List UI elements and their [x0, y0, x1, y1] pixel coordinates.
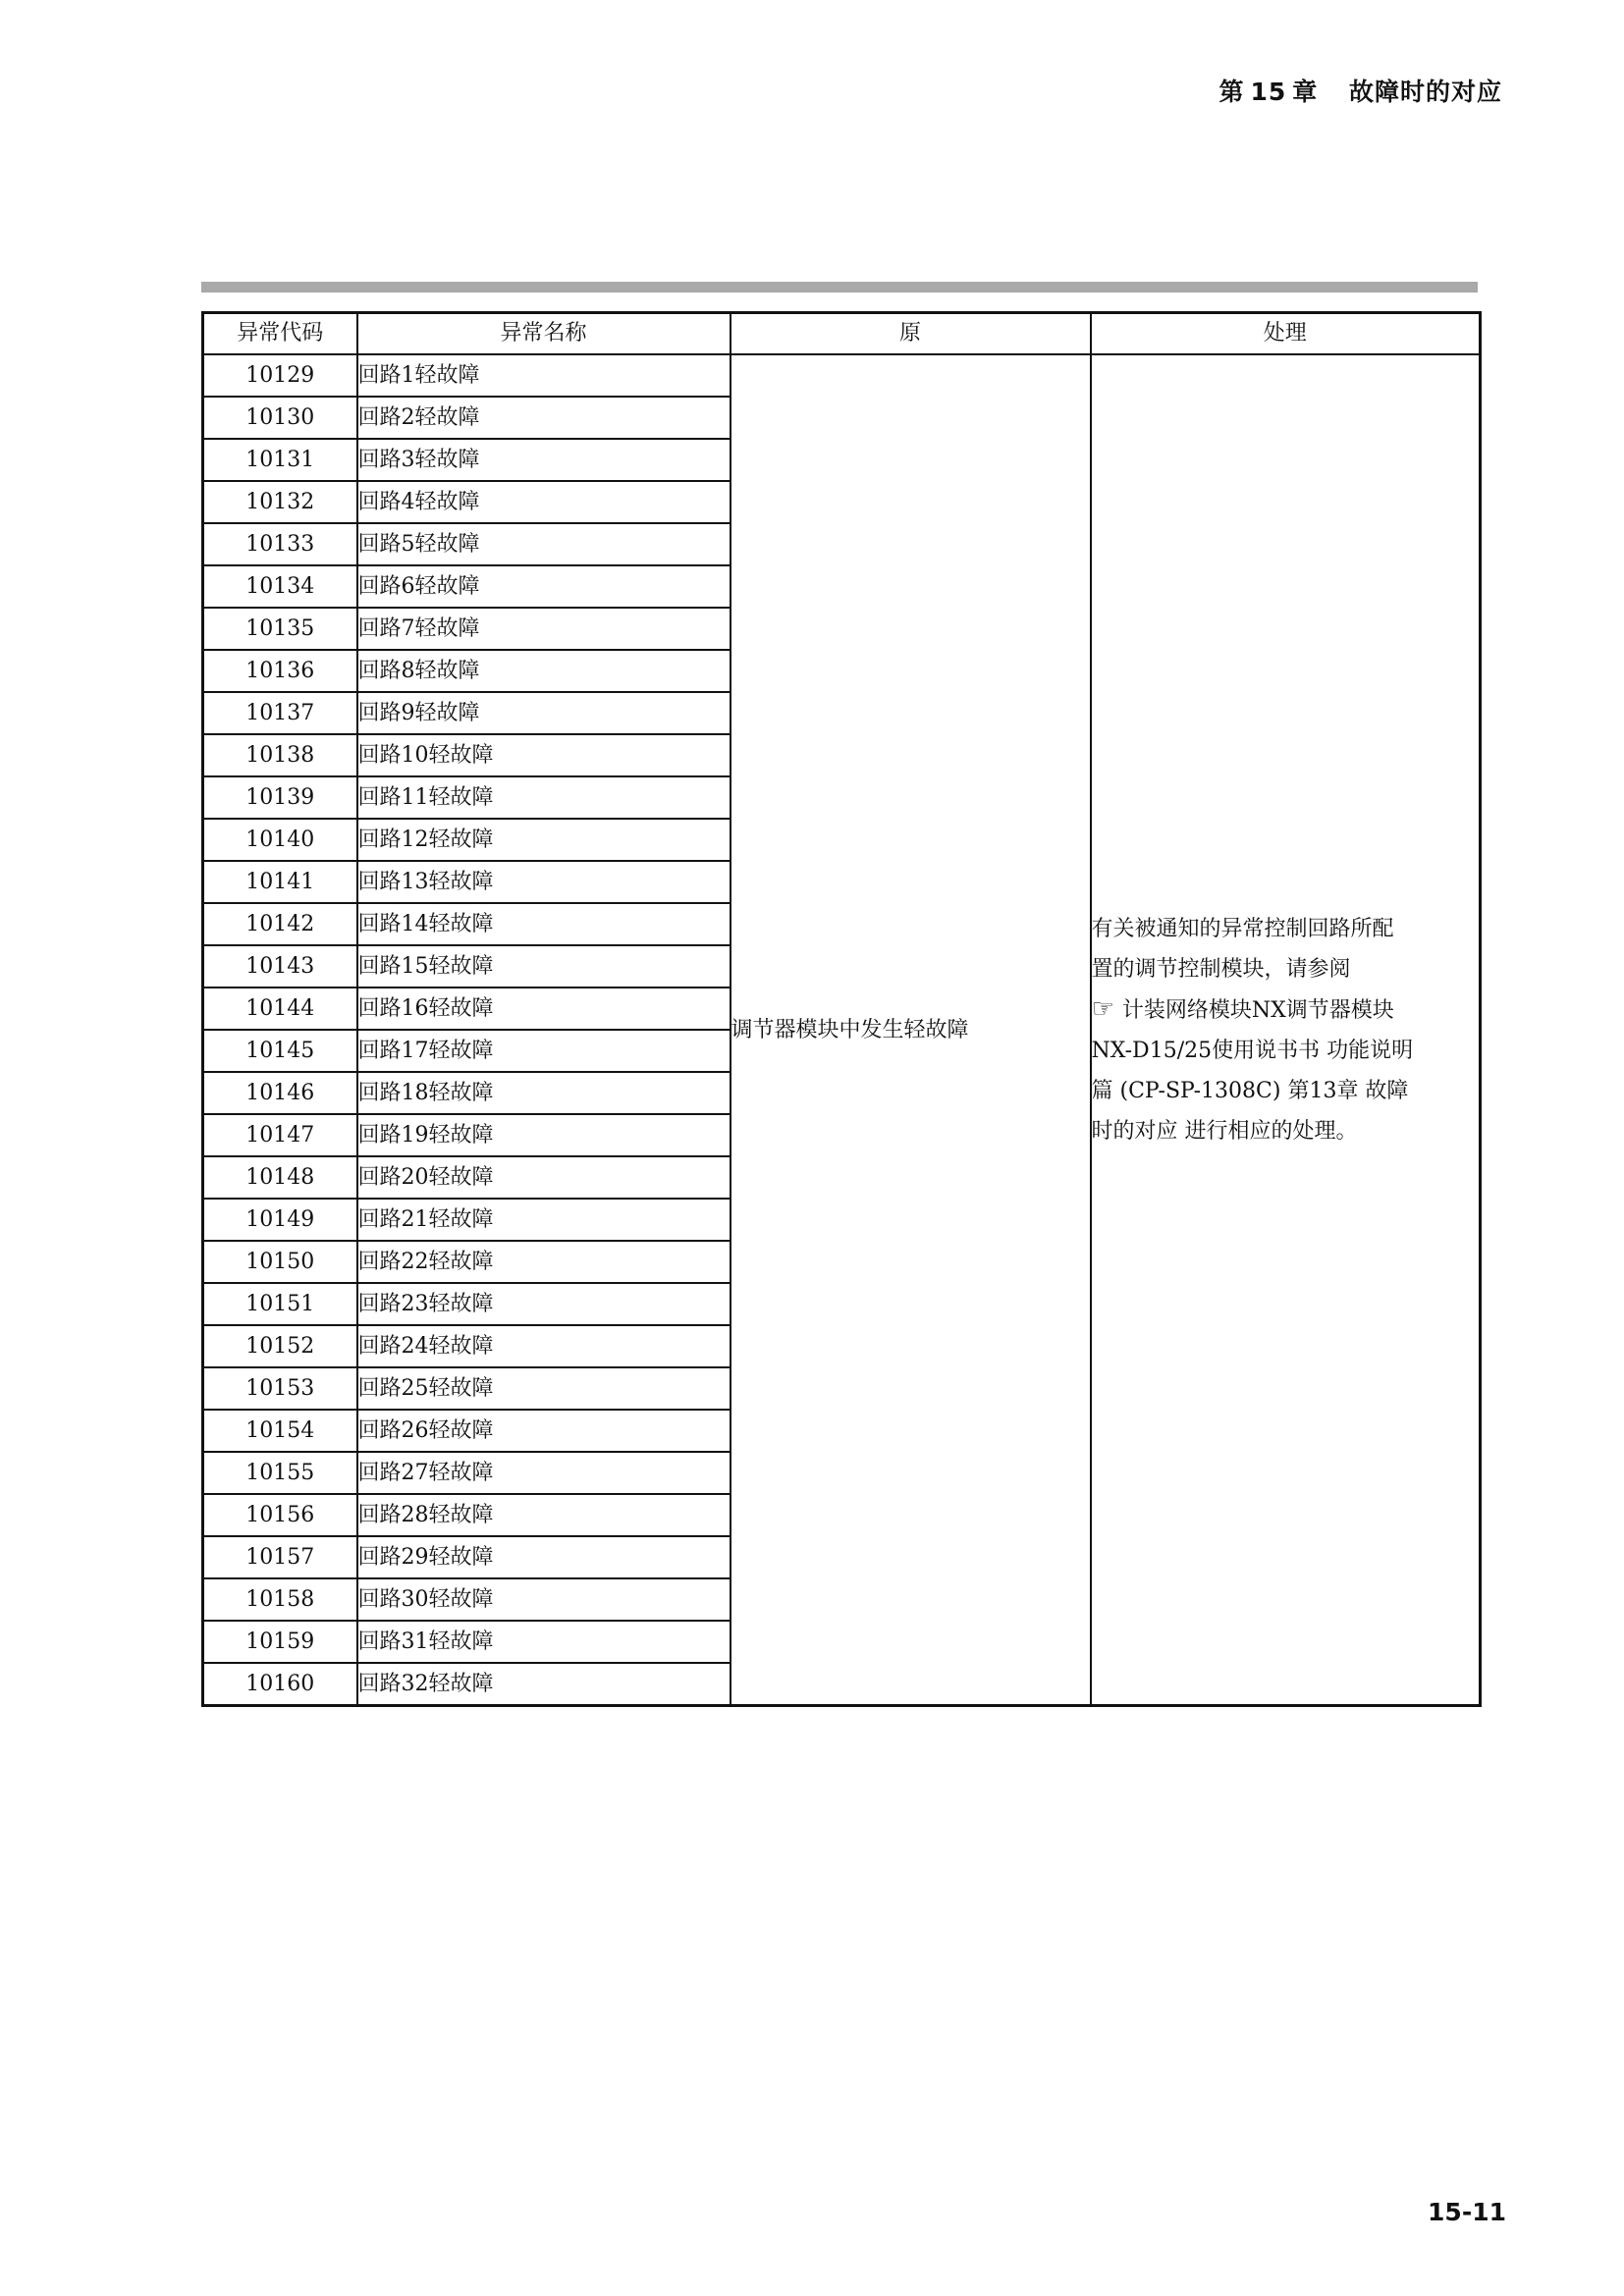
error-code-cell: 10160: [203, 1663, 357, 1706]
action-cell: [1091, 354, 1481, 1706]
error-name-cell: 回路1轻故障: [357, 354, 731, 397]
error-code-cell: 10149: [203, 1199, 357, 1241]
error-name-cell: 回路22轻故障: [357, 1241, 731, 1283]
error-code-cell: 10158: [203, 1578, 357, 1621]
error-code-cell: 10129: [203, 354, 357, 397]
error-name-cell: 回路13轻故障: [357, 861, 731, 903]
error-code-table: [201, 311, 1482, 1707]
error-name-cell: 回路2轻故障: [357, 397, 731, 439]
error-code-cell: 10156: [203, 1494, 357, 1536]
error-code-cell: 10139: [203, 776, 357, 819]
error-code-cell: 10144: [203, 988, 357, 1030]
action-reference-line: [1092, 989, 1480, 1031]
error-code-cell: 10146: [203, 1072, 357, 1114]
error-name-cell: 回路3轻故障: [357, 439, 731, 481]
error-code-cell: 10132: [203, 481, 357, 523]
chapter-number: 15: [1250, 78, 1287, 106]
error-code-cell: 10150: [203, 1241, 357, 1283]
error-code-cell: 10159: [203, 1621, 357, 1663]
error-name-cell: 回路9轻故障: [357, 692, 731, 734]
error-code-cell: 10147: [203, 1114, 357, 1156]
error-name-cell: 回路5轻故障: [357, 523, 731, 565]
error-code-cell: 10145: [203, 1030, 357, 1072]
error-name-cell: 回路16轻故障: [357, 988, 731, 1030]
error-name-cell: 回路21轻故障: [357, 1199, 731, 1241]
error-name-cell: 回路27轻故障: [357, 1452, 731, 1494]
error-name-cell: 回路15轻故障: [357, 945, 731, 988]
error-code-cell: 10148: [203, 1156, 357, 1199]
cause-cell: 调节器模块中发生轻故障: [731, 354, 1091, 1706]
error-name-cell: 回路11轻故障: [357, 776, 731, 819]
error-name-cell: 回路30轻故障: [357, 1578, 731, 1621]
error-name-cell: 回路18轻故障: [357, 1072, 731, 1114]
action-text-line: 篇 (CP-SP-1308C) 第13章 故障: [1091, 1078, 1409, 1103]
action-text-line: 时的对应 进行相应的处理。: [1091, 1118, 1358, 1144]
error-code-cell: 10140: [203, 819, 357, 861]
chapter-header: [1218, 73, 1502, 108]
error-code-cell: 10142: [203, 903, 357, 945]
chapter-suffix: 章: [1292, 78, 1319, 106]
error-name-cell: 回路8轻故障: [357, 650, 731, 692]
error-name-cell: 回路24轻故障: [357, 1325, 731, 1367]
error-name-cell: 回路23轻故障: [357, 1283, 731, 1325]
chapter-title: 故障时的对应: [1348, 78, 1502, 106]
error-code-cell: 10153: [203, 1367, 357, 1410]
error-name-cell: 回路28轻故障: [357, 1494, 731, 1536]
error-code-cell: 10152: [203, 1325, 357, 1367]
error-code-cell: 10135: [203, 608, 357, 650]
error-name-cell: 回路12轻故障: [357, 819, 731, 861]
error-code-cell: 10131: [203, 439, 357, 481]
error-code-cell: 10130: [203, 397, 357, 439]
error-name-cell: 回路10轻故障: [357, 734, 731, 776]
error-name-cell: 回路32轻故障: [357, 1663, 731, 1706]
error-name-cell: 回路31轻故障: [357, 1621, 731, 1663]
error-code-cell: 10154: [203, 1410, 357, 1452]
table-body: [203, 354, 1481, 1706]
error-code-cell: 10138: [203, 734, 357, 776]
error-name-cell: 回路7轻故障: [357, 608, 731, 650]
page-number: 15-11: [1428, 2198, 1506, 2226]
error-name-cell: 回路19轻故障: [357, 1114, 731, 1156]
error-code-cell: 10136: [203, 650, 357, 692]
action-text-line: 有关被通知的异常控制回路所配: [1091, 916, 1394, 941]
error-name-cell: 回路4轻故障: [357, 481, 731, 523]
header-action: 处理: [1091, 313, 1481, 355]
error-name-cell: 回路25轻故障: [357, 1367, 731, 1410]
error-name-cell: 回路26轻故障: [357, 1410, 731, 1452]
action-text-line: NX-D15/25使用说书书 功能说明: [1091, 1038, 1414, 1063]
error-code-cell: 10137: [203, 692, 357, 734]
header-code: 异常代码: [203, 313, 357, 355]
action-reference-text: 计装网络模块NX调节器模块: [1121, 997, 1394, 1023]
error-code-cell: 10143: [203, 945, 357, 988]
error-code-cell: 10134: [203, 565, 357, 608]
action-text-line: 置的调节控制模块，请参阅: [1091, 956, 1351, 982]
error-code-cell: 10141: [203, 861, 357, 903]
error-name-cell: 回路14轻故障: [357, 903, 731, 945]
error-name-cell: 回路6轻故障: [357, 565, 731, 608]
header-cause: 原: [731, 313, 1091, 355]
error-code-cell: 10133: [203, 523, 357, 565]
error-name-cell: 回路17轻故障: [357, 1030, 731, 1072]
header-name: 异常名称: [357, 313, 731, 355]
table-row: [203, 354, 1481, 397]
section-rule: [201, 282, 1478, 293]
error-code-cell: 10155: [203, 1452, 357, 1494]
error-name-cell: 回路20轻故障: [357, 1156, 731, 1199]
error-code-cell: 10151: [203, 1283, 357, 1325]
error-code-cell: 10157: [203, 1536, 357, 1578]
error-name-cell: 回路29轻故障: [357, 1536, 731, 1578]
table-header-row: [203, 313, 1481, 355]
pointing-hand-icon: ☞: [1091, 993, 1114, 1024]
chapter-prefix: 第: [1218, 78, 1245, 106]
